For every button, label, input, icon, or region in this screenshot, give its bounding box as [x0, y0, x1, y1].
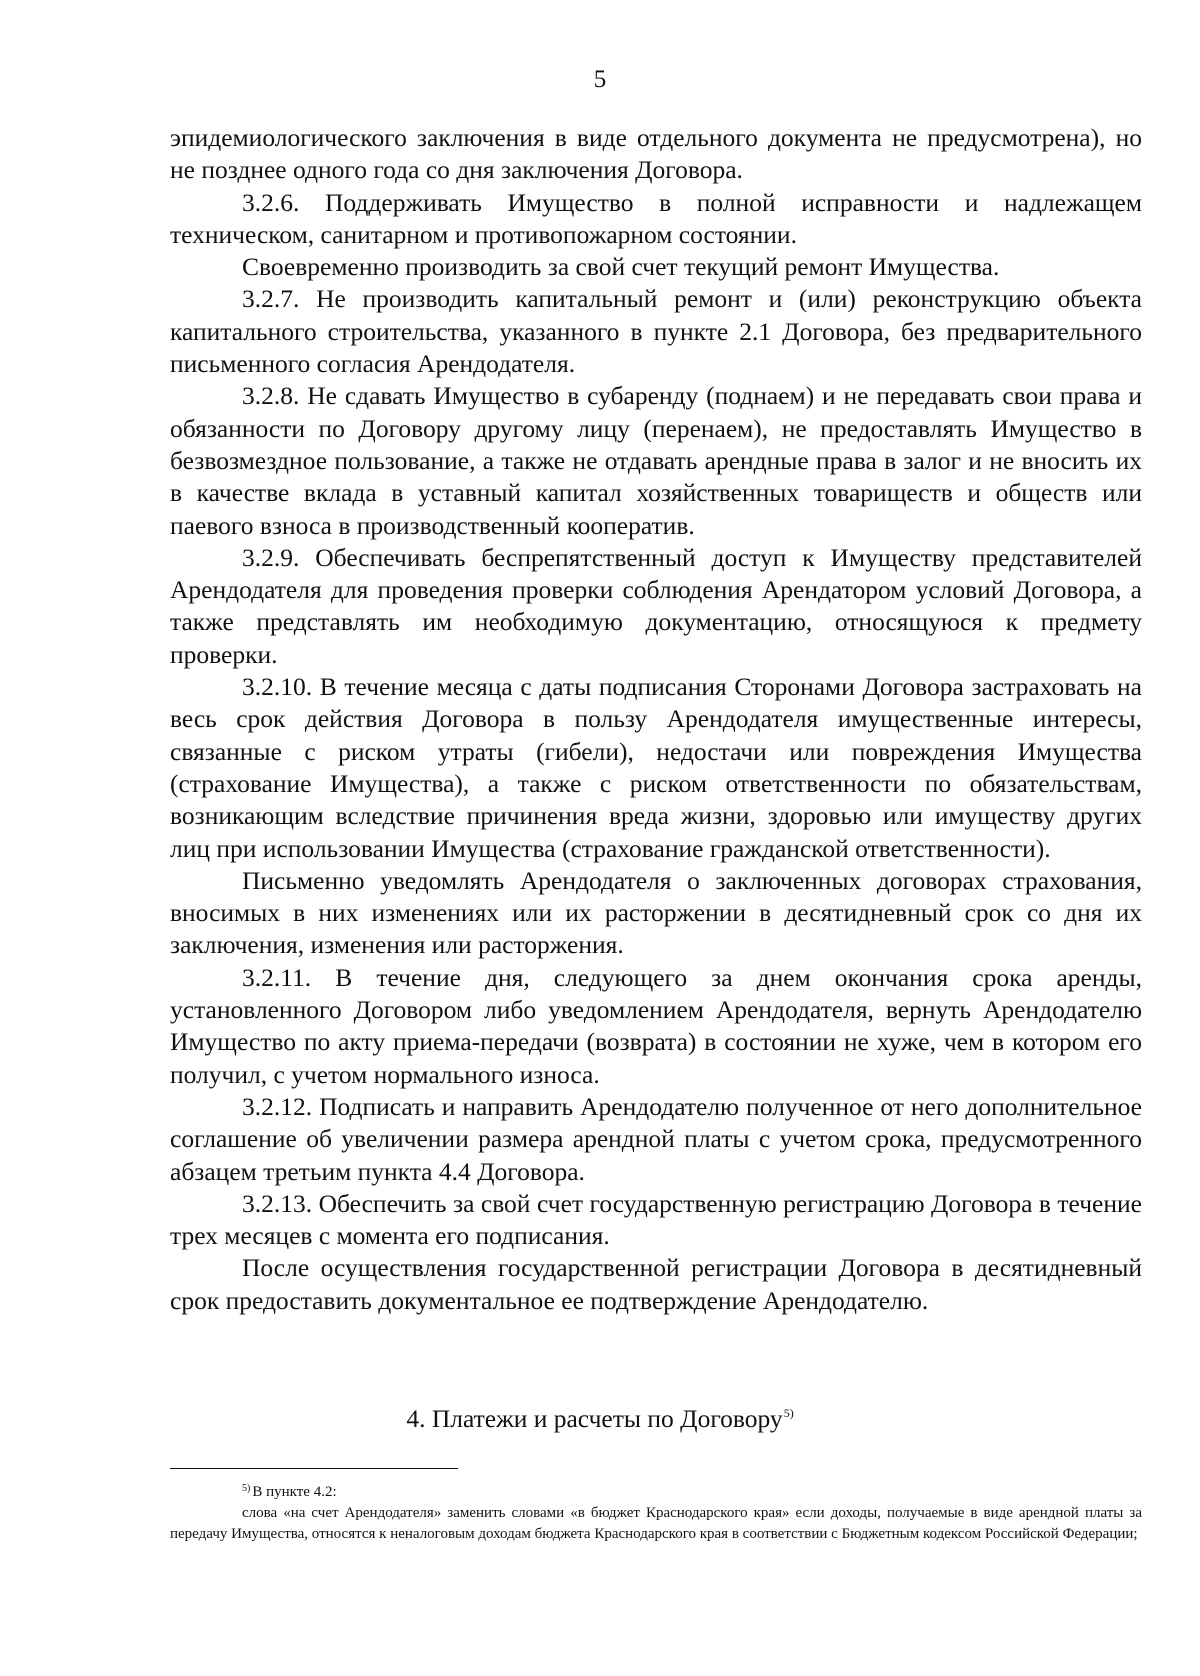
page-number: 5 — [593, 66, 607, 93]
paragraph-3-2-10: 3.2.10. В течение месяца с даты подписания Сторонами Договора застраховать на весь срок действия Договора в пользу Арендодателя имущественные интересы, связанные с риском утраты (гибели), недостачи или повреждения Имущества (страхование Имущества), а также с риском ответственности по обязательствам, возникающим вследствие причинения вреда жизни, здоровью или имуществу других лиц при использовании Имущества (страхование гражданской ответственности). — [170, 672, 1142, 863]
footnote-intro-line — [170, 1478, 1142, 1503]
footnote-text: слова «на счет Арендодателя» заменить словами «в бюджет Краснодарского края» если доходы, получаемые в виде арендной платы за передачу Имущества, относятся к неналоговым доходам бюджета Краснодарского края в соответствии с Бюджетным кодексом Российской Федерации; — [170, 1505, 1142, 1542]
paragraph-3-2-11: 3.2.11. В течение дня, следующего за днем окончания срока аренды, установленного Договором либо уведомлением Арендодателя, вернуть Арендодателю Имущество по акту приема-передачи (возврата) в состоянии не хуже, чем в котором его получил, с учетом нормального износа. — [170, 962, 1142, 1089]
paragraph-3-2-8: 3.2.8. Не сдавать Имущество в субаренду (поднаем) и не передавать свои права и обязанности по Договору другому лицу (перенаем), не предоставлять Имущество в безвозмездное пользование, а также не отдавать арендные права в залог и не вносить их в качестве вклада в уставный капитал хозяйственных товариществ и обществ или паевого взноса в производственный кооператив. — [170, 381, 1142, 540]
paragraph-current-repair: Своевременно производить за свой счет текущий ремонт Имущества. — [242, 252, 1000, 282]
section-heading — [0, 1404, 1200, 1434]
paragraph-3-2-9: 3.2.9. Обеспечивать беспрепятственный доступ к Имуществу представителей Арендодателя для проведения проверки соблюдения Арендатором условий Договора, а также представлять им необходимую документацию, относящуюся к предмету проверки. — [170, 542, 1142, 669]
paragraph-insurance-notice: Письменно уведомлять Арендодателя о заключенных договорах страхования, вносимых в них изменениях или их расторжении в десятидневный срок со дня их заключения, изменения или расторжения. — [170, 865, 1142, 960]
paragraph-3-2-13: 3.2.13. Обеспечить за свой счет государственную регистрацию Договора в течение трех месяцев с момента его подписания. — [170, 1188, 1142, 1251]
body-text — [170, 122, 1142, 1317]
footnote-reference: 5) — [783, 1406, 794, 1420]
paragraph-3-2-6: 3.2.6. Поддерживать Имущество в полной исправности и надлежащем техническом, санитарном и противопожарном состоянии. — [170, 187, 1142, 249]
paragraph-3-2-7: 3.2.7. Не производить капитальный ремонт и (или) реконструкцию объекта капитального строительства, указанного в пункте 2.1 Договора, без предварительного письменного согласия Арендодателя. — [170, 284, 1142, 379]
footnote-intro: В пункте 4.2: — [252, 1484, 337, 1500]
paragraph-registration-confirmation: После осуществления государственной регистрации Договора в десятидневный срок предоставить документальное ее подтверждение Арендодателю. — [170, 1253, 1142, 1315]
paragraph-continuation: эпидемиологического заключения в виде отдельного документа не предусмотрена), но не позднее одного года со дня заключения Договора. — [170, 123, 1142, 185]
footnote-separator — [170, 1468, 458, 1469]
footnote — [170, 1478, 1142, 1545]
footnote-mark: 5) — [242, 1483, 251, 1494]
paragraph-3-2-12: 3.2.12. Подписать и направить Арендодателю полученное от него дополнительное соглашение об увеличении размера арендной платы с учетом срока, предусмотренного абзацем третьим пункта 4.4 Договора. — [170, 1091, 1142, 1186]
section-heading-text: 4. Платежи и расчеты по Договору — [406, 1404, 783, 1433]
